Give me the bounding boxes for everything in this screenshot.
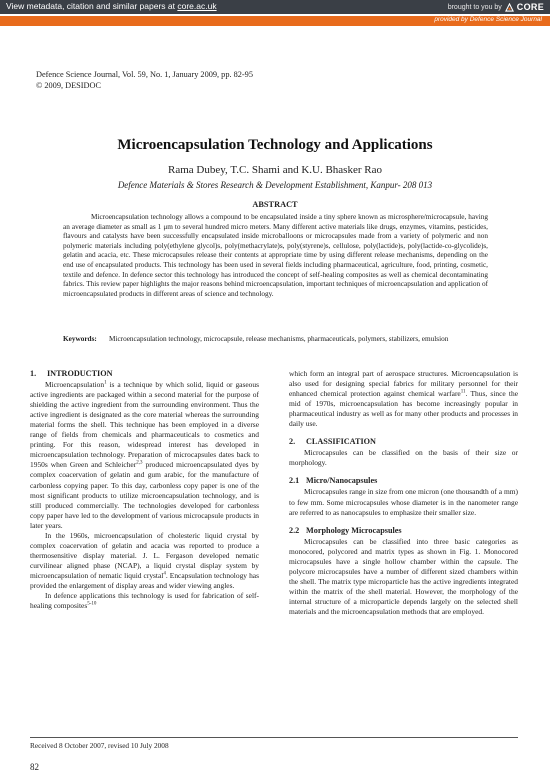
intro-paragraph-1: Microencapsulation$^1$ is a technique by which solid, liquid or gaseous active ingredients are packaged within a second material for the purpose of shielding the active ingredient from the surrounding environment. Thus the active ingredient is designated as the core material whereas the surrounding material forms the shell. This technique has been employed in a diverse range of fields from chemicals and pharmaceuticals to cosmetics and printing. For this reason, widespread interest has developed in microencapsulation technology. Preparation of microcapsules dates back to 1950s when Green and Schleicher$^{2,3}$ produced microencapsulated dyes by complex coacervation of gelatin and gum arabic, for the manufacture of carbonless copying paper. To this day, carbonless copy paper is one of the most significant products to utilize microencapsulation technology, and is still produced commercially. The technologies developed for carbonless copy paper have led to the development of various microcapsule products in later years. (30, 380, 259, 530)
abstract-text: Microencapsulation technology allows a compound to be encapsulated inside a tiny sphere known as microsphere/microcapsule, having an average diameter as small as 1 μm to several hundred micro meters. Many different active materials like drugs, enzymes, vitamins, pesticides, flavours and catalysts have been successfully encapsulated inside microballoons or microcapsules made from a variety of polymeric and non polymeric materials including poly(ethylene glycol)s, poly(methacrylate)s, poly(styrene)s, cellulose, poly(lactide)s, poly(lactide-co-glycolide)s, gelatin and acacia, etc. These microcapsules release their contents at appropriate time by using different release mechanisms, depending on the end use of encapsulated products. This technology has been used in several fields including pharmaceutical, agriculture, food, printing, cosmetic, textile and defence. In defence sector this technology has introduced the concept of self-healing composites as well as chemical decontaminating fabrics. This review paper highlights the major reasons behind microencapsulation, important techniques of microencapsulation and application of microencapsulated products in different areas of science and technology. (63, 213, 488, 298)
core-banner (0, 0, 550, 14)
section-heading-micro-nanocapsules: 2.1 Micro/Nanocapsules (289, 476, 378, 486)
article-affiliation: Defence Materials & Stores Research & Development Establishment, Kanpur- 208 013 (117, 180, 433, 190)
footer-rule (30, 737, 518, 738)
received-dates: Received 8 October 2007, revised 10 July 2008 (30, 741, 169, 750)
intro-paragraph-3-continued: which form an integral part of aerospace structures. Microencapsulation is also used for designing special fabrics for military personnel for their enhanced chemical protection against chemical warfare$^{11}$. Thus, since the mid of 1970s, microencapsulation has become increasingly popular in pharmaceutical industry as well as for many other products and processes in daily use. (289, 369, 519, 429)
section-heading-introduction: 1. INTRODUCTION (30, 369, 113, 378)
section-heading-morphology: 2.2 Morphology Microcapsules (289, 525, 402, 535)
micro-nano-paragraph: Microcapsules range in size from one micron (one thousandth of a mm) to few mm. Some microcapsules whose diameter is in the nanometer range are referred to as nanocapsules to emphasize their smaller size. (289, 487, 518, 517)
metadata-prefix: View metadata, citation and similar papers at (6, 1, 175, 11)
core-logo-text: CORE (516, 2, 544, 12)
article-title: Microencapsulation Technology and Applications (117, 137, 433, 153)
metadata-link-line[interactable] (6, 1, 217, 11)
provider-text[interactable]: provided by Defence Science Journal (434, 16, 542, 23)
article-authors: Rama Dubey, T.C. Shami and K.U. Bhasker Rao (168, 164, 382, 176)
brought-by-core[interactable] (448, 0, 544, 14)
left-column (30, 369, 259, 611)
core-logo-icon (505, 3, 514, 12)
section-heading-classification: 2. CLASSIFICATION (289, 437, 376, 447)
provider-bar (0, 16, 550, 26)
keywords-text: Microencapsulation technology, microcapsule, release mechanisms, pharmaceuticals, polymers, stabilizers, emulsion (109, 335, 449, 343)
intro-paragraph-2: In the 1960s, microencapsulation of cholesteric liquid crystal by complex coacervation of gelatin and acacia was reported to produce a thermosensitive display material. J. L. Fergason developed nematic curvilinear aligned phase (NCAP), a liquid crystal display system by microencapsulation of nematic liquid crystal$^4$. Encapsulation technology has provided the enlargement of display areas and wider viewing angles. (30, 530, 259, 590)
journal-info (36, 70, 253, 91)
page-number: 82 (30, 762, 39, 772)
journal-citation: Defence Science Journal, Vol. 59, No. 1, January 2009, pp. 82-95 (36, 70, 253, 79)
keywords-label: Keywords: (63, 335, 97, 343)
intro-paragraph-3: In defence applications this technology is used for fabrication of self-healing composites$^{5-10}$ (30, 591, 259, 611)
right-column (289, 369, 518, 617)
keywords-block (63, 335, 488, 345)
abstract-heading: ABSTRACT (252, 200, 298, 209)
core-ac-uk-link[interactable]: core.ac.uk (177, 1, 217, 11)
journal-copyright: © 2009, DESIDOC (36, 80, 102, 90)
classification-paragraph: Microcapsules can be classified on the basis of their size or morphology. (289, 448, 518, 468)
brought-prefix: brought to you by (447, 3, 502, 11)
morphology-paragraph: Microcapsules can be classified into three basic categories as monocored, polycored and matrix types as shown in Fig. 1. Monocored microcapsules have a single hollow chamber within the capsule. The polycore microcapsules have a number of different sized chambers within the shell. The matrix type microparticle has the active ingredients integrated within the matrix of the shell material. However, the morphology of the internal structure of a microparticle depends largely on the selected shell materials and the microencapsulation methods that are employed. (289, 536, 518, 616)
